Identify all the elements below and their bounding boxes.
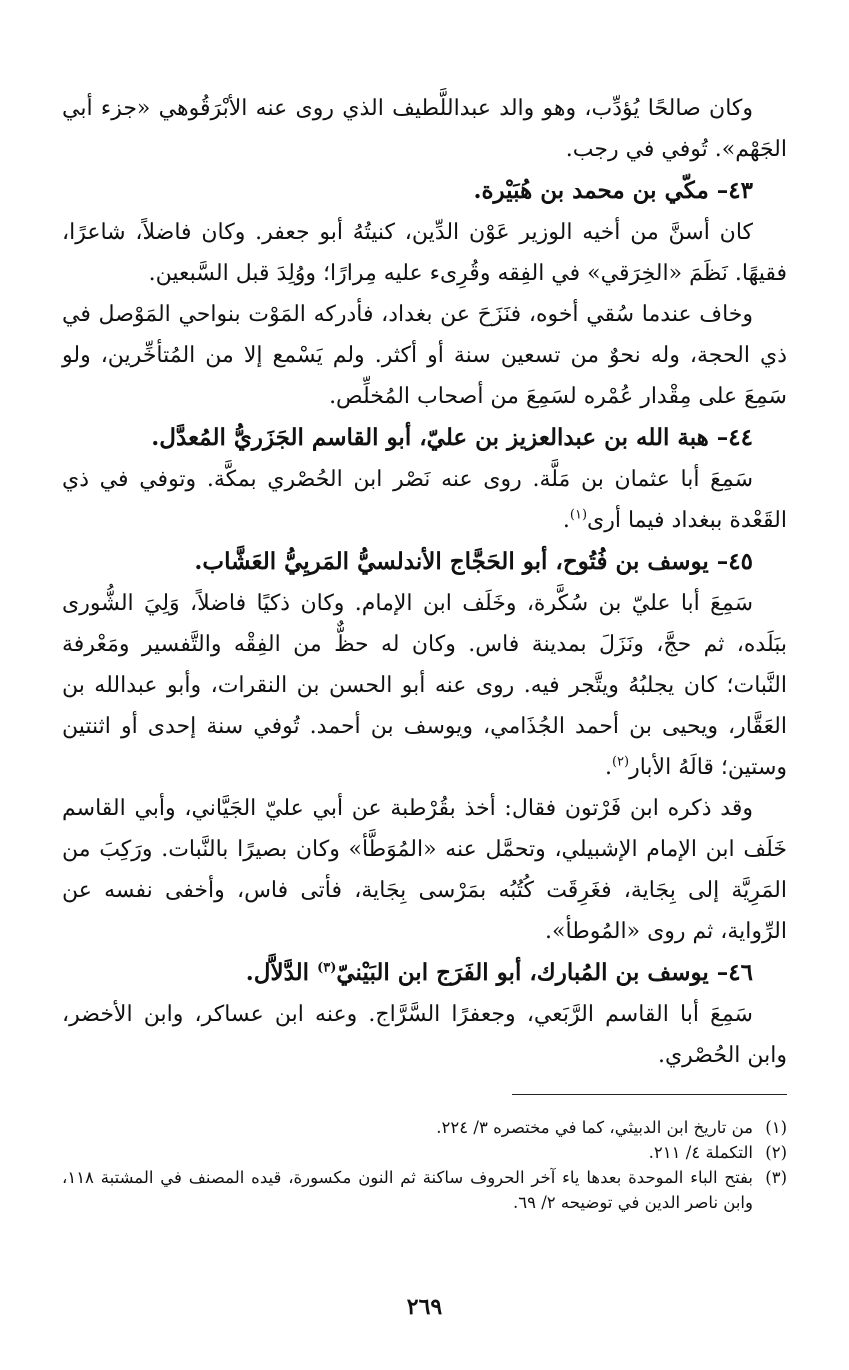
footnote-divider: [512, 1094, 787, 1095]
paragraph: وخاف عندما سُقي أخوه، فنَزَحَ عن بغداد، فأدركه المَوْت بنواحي المَوْصل في ذي الحجة، وله نحوٌ من تسعين سنة أو أكثر. ولم يَسْمع إلا من المُتأخِّرين، ولو سَمِعَ على مِقْدار عُمْره لسَمِعَ من أصحاب المُخلِّص.: [62, 302, 787, 409]
footnote-3: [62, 1165, 787, 1215]
footnote-reference[interactable]: (١): [569, 507, 588, 523]
paragraph: كان أسنَّ من أخيه الوزير عَوْن الدِّين، كنيتُهُ أبو جعفر. وكان فاضلاً، شاعرًا، فقيهًا. نَظَمَ «الخِرَقي» في الفِقه وقُرِىء عليه مِرارًا؛ ووُلِدَ قبل السَّبعين.: [62, 220, 787, 286]
page-number: ٢٦٩: [406, 1294, 443, 1320]
footnote-number: (١): [765, 1118, 787, 1137]
footnote-1: [62, 1115, 787, 1140]
paragraph: سَمِعَ أبا عليّ بن سُكَّرة، وخَلَف ابن الإمام. وكان ذكيًا فاضلاً، وَلِيَ الشُّورى ببَلَده، ثم حجَّ، ونَزَلَ بمدينة فاس. وكان له حظٌّ من الفِقْه والتَّفسير ومَعْرفة النَّبات؛ كان يجلبُهُ ويتَّجر فيه. روى عنه أبو الحسن بن النقرات، وأبو عبدالله بن العَقَّار، ويحيى بن أحمد الجُذَامي، ويوسف بن أحمد. تُوفي سنة إحدى أو اثنتين وستين؛ قالَهُ الأبار$^{(٢)}$.: [62, 591, 787, 780]
footnote-reference[interactable]: (٣): [317, 960, 337, 976]
footnote-number: (٣): [765, 1168, 787, 1187]
entry-heading-44: ٤٤– هبة الله بن عبدالعزيز بن عليّ، أبو القاسم الجَزَريُّ المُعدَّل.: [151, 424, 753, 451]
footnote-reference[interactable]: (٢): [611, 754, 630, 770]
paragraph: سَمِعَ أبا عثمان بن مَلَّة. روى عنه نَصْر ابن الحُصْري بمكَّة. وتوفي في ذي القَعْدة ببغداد فيما أرى$^{(١)}$.: [62, 467, 787, 533]
entry-heading-45: ٤٥– يوسف بن فُتُوح، أبو الحَجَّاج الأندلسيُّ المَريِيُّ العَشَّاب.: [194, 548, 753, 575]
paragraph: وقد ذكره ابن فَرْتون فقال: أخذ بقُرْطبة عن أبي عليّ الجَيَّاني، وأبي القاسم خَلَف ابن الإمام الإشبيلي، وتحمَّل عنه «المُوَطَّأ» وكان بصيرًا بالنَّبات. ورَكِبَ من المَرِيَّة إلى بِجَاية، فغَرِقَت كُتُبُه بمَرْسى بِجَاية، فأتى فاس، وأخفى نفسه عن الرِّواية، ثم روى «المُوطأ».: [62, 796, 787, 944]
paragraph: سَمِعَ أبا القاسم الرَّبَعي، وجعفرًا السَّرَّاج. وعنه ابن عساكر، وابن الأخضر، وابن الحُصْري.: [62, 1002, 787, 1068]
footnotes: [62, 1115, 787, 1215]
footnote-text: من تاريخ ابن الدبيثي، كما في مختصره ٣/ ٢٢٤.: [436, 1118, 753, 1137]
footnote-text: التكملة ٤/ ٢١١.: [648, 1143, 753, 1162]
entry-heading-43: ٤٣– مكّي بن محمد بن هُبَيْرة.: [473, 177, 753, 204]
footnote-text: بفتح الباء الموحدة بعدها ياء آخر الحروف ساكنة ثم النون مكسورة، قيده المصنف في المشتبة ١١٨، وابن ناصر الدين في توضيحه ٢/ ٦٩.: [62, 1168, 753, 1212]
footnote-2: [62, 1140, 787, 1165]
entry-heading-46: ٤٦– يوسف بن المُبارك، أبو الفَرَج ابن البَيْنيّ$^{(٣)}$ الدَّلاَّل.: [245, 959, 753, 986]
footnote-number: (٢): [765, 1143, 787, 1162]
main-text: [62, 88, 787, 1076]
paragraph: وكان صالحًا يُؤدِّب، وهو والد عبداللَّطيف الذي روى عنه الأبْرَقُوهي «جزء أبي الجَهْم». تُوفي في رجب.: [62, 96, 787, 162]
